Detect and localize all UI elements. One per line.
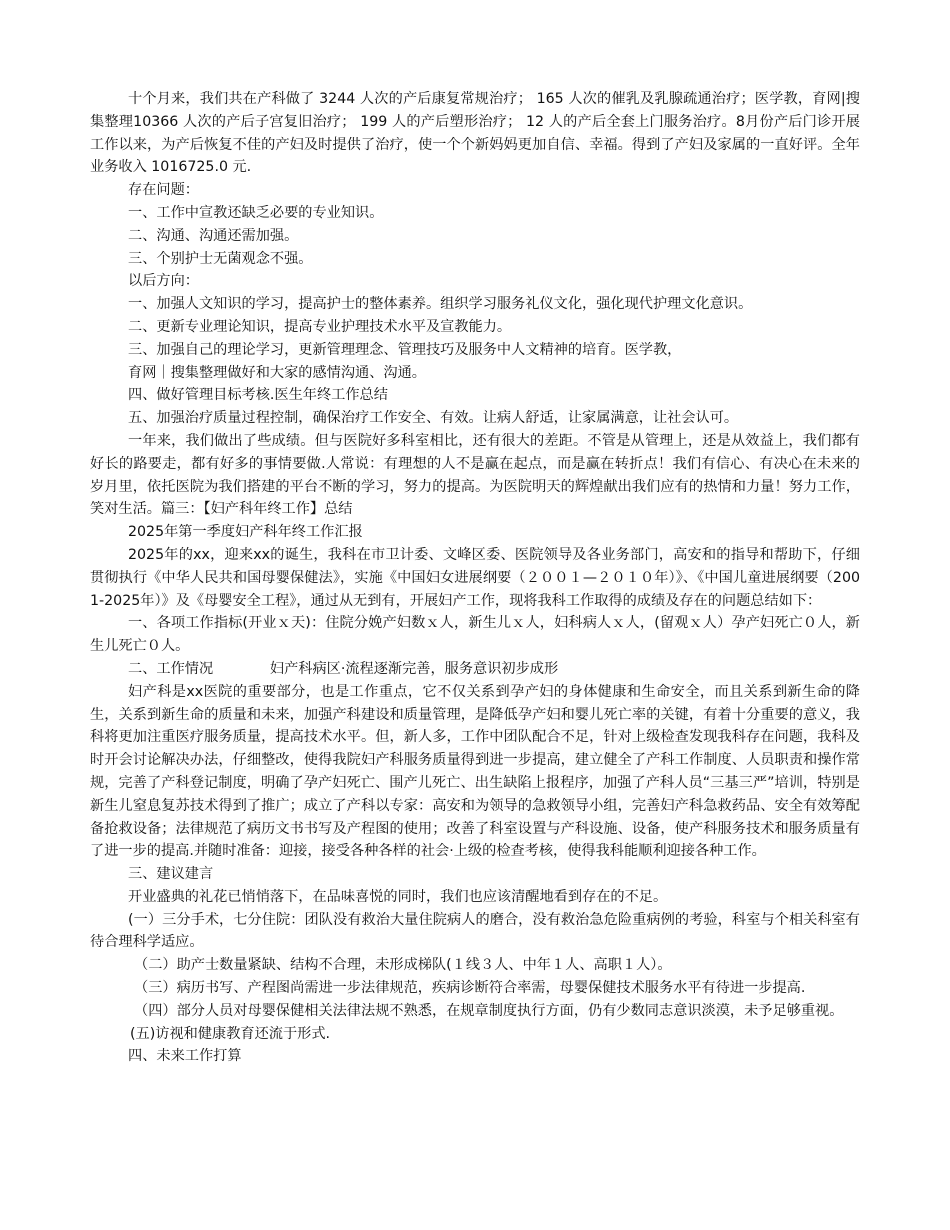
paragraph: 五、加强治疗质量过程控制，确保治疗工作安全、有效。让病人舒适，让家属满意，让社会认可。 [128,410,739,427]
paragraph: （三）病历书写、产程图尚需进一步法律规范，疾病诊断符合率需，母婴保健技术服务水平有待进一步提高. [134,980,806,997]
paragraph: （四）部分人员对母婴保健相关法律法规不熟悉，在规章制度执行方面，仍有少数同志意识淡漠，未予足够重视。 [134,1002,844,1019]
paragraph: 妇产科是xx医院的重要部分，也是工作重点，它不仅关系到孕产妇的身体健康和生命安全，而且关系到新生命的降生，关系到新生命的质量和未来，加强产科建设和质量管理，是降低孕产妇和婴儿死亡率的关键，有着十分重要的意义，我科将更加注重医疗服务质量，提高技术水平。但，新人多，工作中团队配合不足，针对上级检查发现我科存在问题，我科及时开会讨论解决办法，仔细整改，使得我院妇产科服务质量得到进一步提高，建立健全了产科工作制度、人员职责和操作常规，完善了产科登记制度，明确了孕产妇死亡、围产儿死亡、出生缺陷上报程序，加强了产科人员“三基三严”培训，特别是新生儿窒息复苏技术得到了推广；成立了产科以专家：高安和为领导的急救领导小组，完善妇产科急救药品、安全有效筹配备抢救设备；法律规范了病历文书书写及产程图的使用；改善了科室设置与产科设施、设备，使产科服务技术和服务质量有了进一步的提高.并随时准备：迎接，接受各种各样的社会·上级的检查考核，使得我科能顺利迎接各种工作。 [90,683,860,860]
paragraph: 一年来，我们做出了些成绩。但与医院好多科室相比，还有很大的差距。不管是从管理上，还是从效益上，我们都有好长的路要走，都有好多的事情要做.人常说：有理想的人不是赢在起点，而是赢在转折点！我们有信心、有决心在未来的岁月里，依托医院为我们搭建的平台不断的学习，努力的提高。为医院明天的辉煌献出我们应有的热情和力量！努力工作，笑对生活。篇三：【妇产科年终工作】总结 [90,432,860,518]
paragraph: (五)访视和健康教育还流于形式. [130,1025,331,1042]
paragraph: 三、个别护士无菌观念不强。 [128,250,313,267]
paragraph: 开业盛典的礼花已悄悄落下，在品味喜悦的同时，我们也应该清醒地看到存在的不足。 [128,888,668,905]
paragraph: 育网｜搜集整理做好和大家的感情沟通、沟通。 [128,364,426,381]
paragraph: 二、沟通、沟通还需加强。 [128,227,299,244]
paragraph: 存在问题： [128,182,199,199]
paragraph: 一、工作中宣教还缺乏必要的专业知识。 [128,204,384,221]
paragraph: 十个月来，我们共在产科做了 3244 人次的产后康复常规治疗； 165 人次的催乳及乳腺疏通治疗；医学教，育网|搜集整理10366 人次的产后子宫复旧治疗； 199 人的产后塑形治疗； 12 人的产后全套上门服务治疗。8月份产后门诊开展工作以来，为产后恢复不佳的产妇及时提供了治疗，使一个个新妈妈更加自信、幸福。得到了产妇及家属的一直好评。全年业务收入 1016725.0 元. [90,91,860,176]
paragraph: 三、加强自己的理论学习，更新管理理念、管理技巧及服务中人文精神的培育。医学教， [128,341,682,358]
paragraph: 二、更新专业理论知识，提高专业护理技术水平及宣教能力。 [128,318,512,335]
paragraph: 一、各项工作指标(开业ｘ天)：住院分娩产妇数ｘ人，新生儿ｘ人，妇科病人ｘ人，(留观ｘ人）孕产妇死亡０人，新生儿死亡０人。 [90,615,860,655]
paragraph: (一）三分手术，七分住院：团队没有救治大量住院病人的磨合，没有救治急危险重病例的考验，科室与个相关科室有待合理科学适应。 [90,911,860,951]
paragraph: （二）助产士数量紧缺、结构不合理，未形成梯队(１线３人、中年１人、高职１人）。 [134,957,672,974]
paragraph: 以后方向： [128,273,199,290]
paragraph: 四、未来工作打算 [128,1048,242,1065]
paragraph: 四、做好管理目标考核.医生年终工作总结 [128,387,388,404]
paragraph: 三、建议建言 [128,866,214,883]
paragraph: 2025年第一季度妇产科年终工作汇报 [128,524,363,541]
paragraph: 一、加强人文知识的学习，提高护士的整体素养。组织学习服务礼仪文化，强化现代护理文化意识。 [128,296,753,313]
paragraph: 2025年的xx，迎来xx的诞生，我科在市卫计委、文峰区委、医院领导及各业务部门，高安和的指导和帮助下，仔细贯彻执行《中华人民共和国母婴保健法》，实施《中国妇女进展纲要（２００１—２０１０年）》、《中国儿童进展纲要（2001-2025年）》及《母婴安全工程》，通过从无到有，开展妇产工作，现将我科工作取得的成绩及存在的问题总结如下： [90,546,860,609]
paragraph: 二、工作情况 妇产科病区·流程逐渐完善，服务意识初步成形 [128,660,559,677]
